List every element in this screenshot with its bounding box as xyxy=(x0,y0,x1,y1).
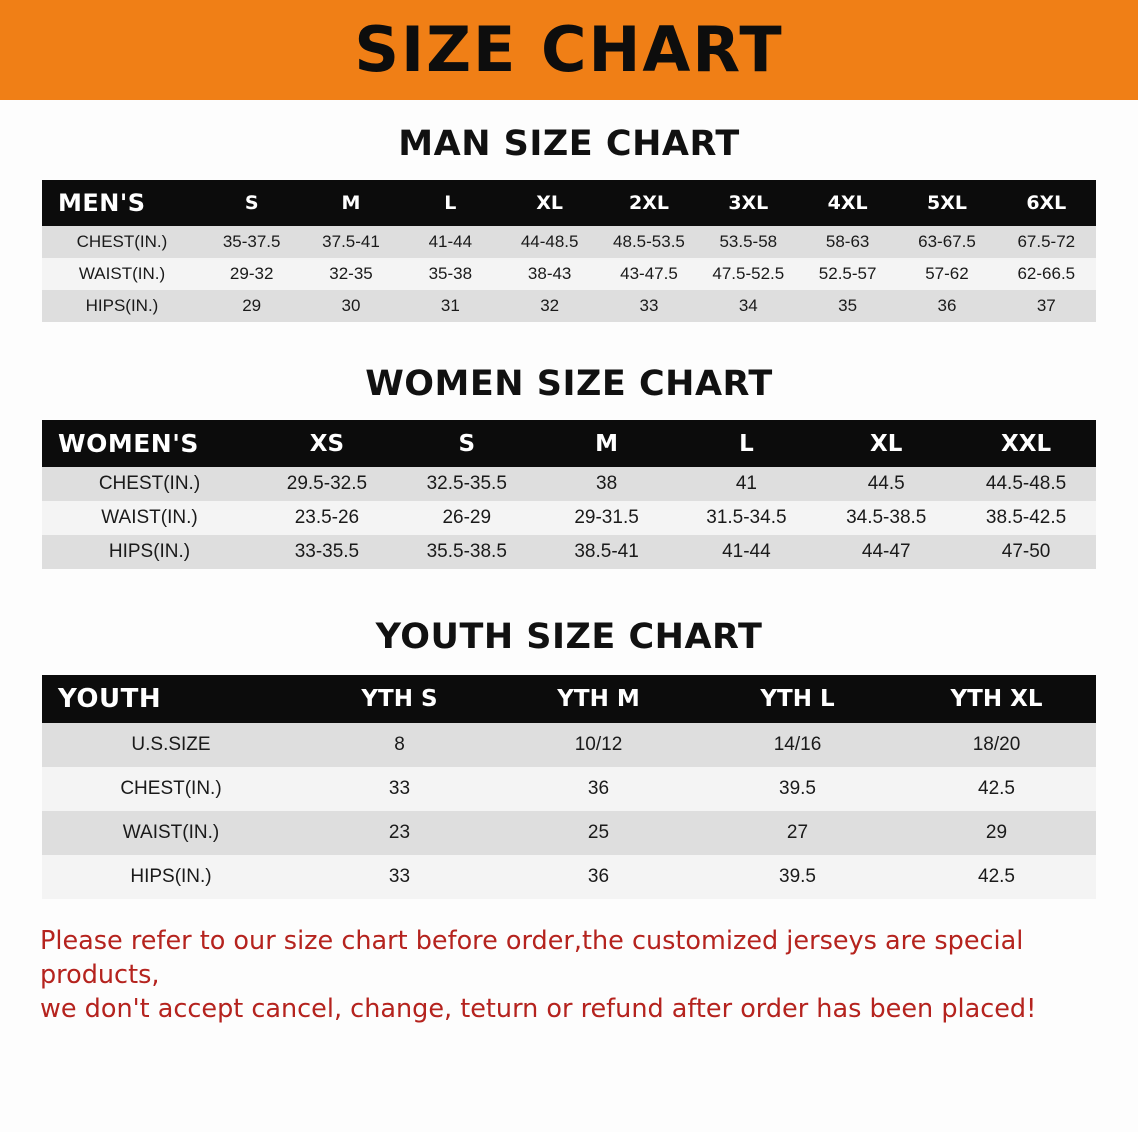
col-header: S xyxy=(202,180,301,226)
table-cell: 31.5-34.5 xyxy=(676,501,816,535)
col-header: L xyxy=(676,420,816,467)
col-header: S xyxy=(397,420,537,467)
col-header: M xyxy=(301,180,400,226)
table-cell: 58-63 xyxy=(798,226,897,258)
women-section-title: WOMEN SIZE CHART xyxy=(365,364,773,404)
col-header: YTH S xyxy=(300,675,499,723)
table-row xyxy=(42,811,1096,855)
table-cell: 32.5-35.5 xyxy=(397,467,537,501)
table-cell: 30 xyxy=(301,290,400,322)
table-row xyxy=(42,467,1096,501)
table-header-row xyxy=(42,180,1096,226)
col-header: 5XL xyxy=(897,180,996,226)
table-cell: 8 xyxy=(300,723,499,767)
table-cell: 31 xyxy=(401,290,500,322)
table-cell: 35-37.5 xyxy=(202,226,301,258)
table-cell: 48.5-53.5 xyxy=(599,226,698,258)
table-cell: 42.5 xyxy=(897,855,1096,899)
table-cell: 67.5-72 xyxy=(997,226,1096,258)
table-cell: 39.5 xyxy=(698,767,897,811)
man-size-table xyxy=(42,180,1096,322)
banner xyxy=(0,0,1138,100)
col-header: 6XL xyxy=(997,180,1096,226)
table-cell: 33 xyxy=(599,290,698,322)
table-cell: 27 xyxy=(698,811,897,855)
col-header: 2XL xyxy=(599,180,698,226)
table-cell: 62-66.5 xyxy=(997,258,1096,290)
row-header: HIPS(IN.) xyxy=(42,855,300,899)
col-header: YTH M xyxy=(499,675,698,723)
col-header: XXL xyxy=(956,420,1096,467)
col-header: M xyxy=(537,420,677,467)
row-header: WAIST(IN.) xyxy=(42,258,202,290)
col-header: 4XL xyxy=(798,180,897,226)
table-cell: 33-35.5 xyxy=(257,535,397,569)
table-cell: 32 xyxy=(500,290,599,322)
man-section-title: MAN SIZE CHART xyxy=(398,124,740,164)
table-row xyxy=(42,535,1096,569)
banner-title: SIZE CHART xyxy=(354,13,784,86)
col-header: 3XL xyxy=(699,180,798,226)
table-cell: 38 xyxy=(537,467,677,501)
table-cell: 29-32 xyxy=(202,258,301,290)
table-cell: 29 xyxy=(897,811,1096,855)
table-row xyxy=(42,501,1096,535)
table-cell: 53.5-58 xyxy=(699,226,798,258)
notice xyxy=(40,925,1098,1027)
youth-table-wrap xyxy=(42,675,1096,899)
table-cell: 35.5-38.5 xyxy=(397,535,537,569)
table-cell: 38.5-41 xyxy=(537,535,677,569)
table-cell: 41 xyxy=(676,467,816,501)
table-cell: 44-48.5 xyxy=(500,226,599,258)
table-cell: 33 xyxy=(300,767,499,811)
table-cell: 38-43 xyxy=(500,258,599,290)
row-header: HIPS(IN.) xyxy=(42,290,202,322)
table-cell: 41-44 xyxy=(676,535,816,569)
table-cell: 29.5-32.5 xyxy=(257,467,397,501)
col-header: MEN'S xyxy=(42,180,202,226)
row-header: U.S.SIZE xyxy=(42,723,300,767)
table-cell: 25 xyxy=(499,811,698,855)
table-cell: 63-67.5 xyxy=(897,226,996,258)
table-cell: 14/16 xyxy=(698,723,897,767)
table-cell: 18/20 xyxy=(897,723,1096,767)
table-cell: 37 xyxy=(997,290,1096,322)
man-table-wrap xyxy=(42,180,1096,322)
table-cell: 26-29 xyxy=(397,501,537,535)
table-row xyxy=(42,258,1096,290)
col-header: YTH L xyxy=(698,675,897,723)
youth-size-table xyxy=(42,675,1096,899)
table-row xyxy=(42,767,1096,811)
table-cell: 36 xyxy=(897,290,996,322)
table-cell: 34 xyxy=(699,290,798,322)
notice-line-2: we don't accept cancel, change, teturn or refund after order has been placed! xyxy=(40,993,1037,1024)
row-header: WAIST(IN.) xyxy=(42,811,300,855)
col-header: XL xyxy=(500,180,599,226)
row-header: HIPS(IN.) xyxy=(42,535,257,569)
row-header: CHEST(IN.) xyxy=(42,226,202,258)
table-cell: 29 xyxy=(202,290,301,322)
youth-section-title: YOUTH SIZE CHART xyxy=(375,617,763,657)
table-cell: 57-62 xyxy=(897,258,996,290)
table-cell: 36 xyxy=(499,767,698,811)
col-header: XS xyxy=(257,420,397,467)
table-cell: 10/12 xyxy=(499,723,698,767)
table-cell: 41-44 xyxy=(401,226,500,258)
row-header: WAIST(IN.) xyxy=(42,501,257,535)
row-header: CHEST(IN.) xyxy=(42,767,300,811)
table-cell: 47-50 xyxy=(956,535,1096,569)
table-cell: 39.5 xyxy=(698,855,897,899)
table-cell: 44.5 xyxy=(816,467,956,501)
table-cell: 42.5 xyxy=(897,767,1096,811)
table-cell: 37.5-41 xyxy=(301,226,400,258)
table-cell: 44.5-48.5 xyxy=(956,467,1096,501)
table-cell: 35 xyxy=(798,290,897,322)
table-row xyxy=(42,226,1096,258)
table-row xyxy=(42,290,1096,322)
table-cell: 47.5-52.5 xyxy=(699,258,798,290)
col-header: YOUTH xyxy=(42,675,300,723)
table-cell: 33 xyxy=(300,855,499,899)
table-header-row xyxy=(42,675,1096,723)
table-cell: 44-47 xyxy=(816,535,956,569)
table-cell: 29-31.5 xyxy=(537,501,677,535)
col-header: L xyxy=(401,180,500,226)
table-cell: 36 xyxy=(499,855,698,899)
table-row xyxy=(42,855,1096,899)
table-cell: 38.5-42.5 xyxy=(956,501,1096,535)
table-cell: 23.5-26 xyxy=(257,501,397,535)
women-table-wrap xyxy=(42,420,1096,569)
table-header-row xyxy=(42,420,1096,467)
notice-line-1: Please refer to our size chart before order,the customized jerseys are special products, xyxy=(40,926,1024,990)
women-size-table xyxy=(42,420,1096,569)
col-header: XL xyxy=(816,420,956,467)
table-cell: 35-38 xyxy=(401,258,500,290)
table-cell: 32-35 xyxy=(301,258,400,290)
table-cell: 34.5-38.5 xyxy=(816,501,956,535)
table-cell: 43-47.5 xyxy=(599,258,698,290)
table-cell: 23 xyxy=(300,811,499,855)
table-cell: 52.5-57 xyxy=(798,258,897,290)
table-row xyxy=(42,723,1096,767)
row-header: CHEST(IN.) xyxy=(42,467,257,501)
col-header: WOMEN'S xyxy=(42,420,257,467)
col-header: YTH XL xyxy=(897,675,1096,723)
